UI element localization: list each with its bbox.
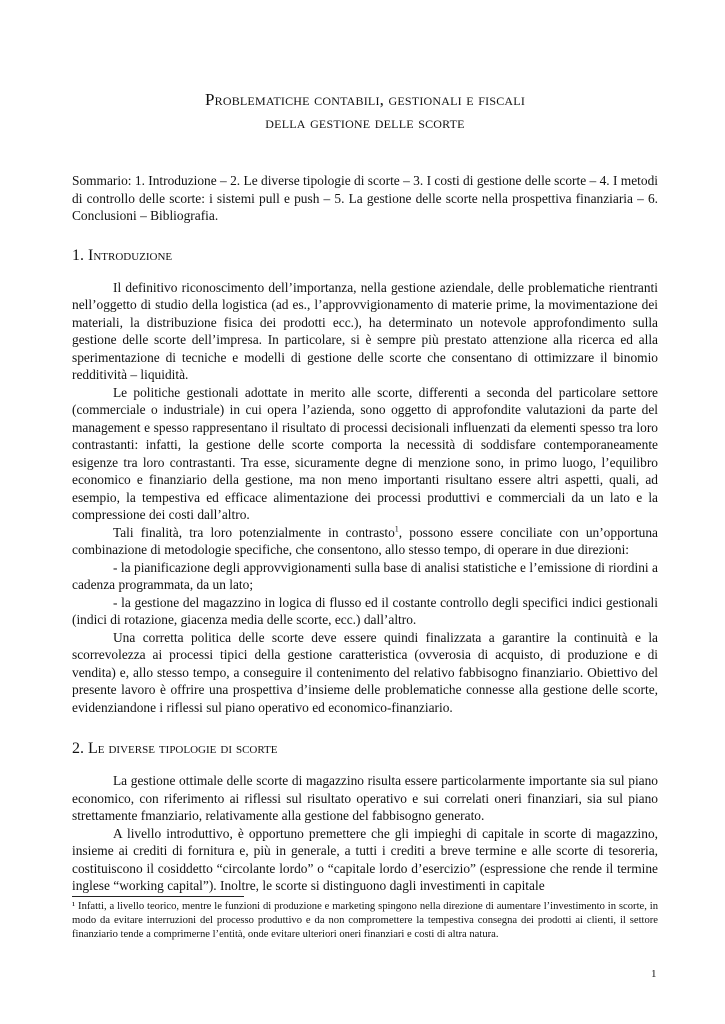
- section-1-paragraph-2: Le politiche gestionali adottate in merito alle scorte, differenti a seconda del particolare settore (commerciale o industriale) in cui opera l’azienda, sono oggetto di approfondite valutazioni da parte del management e spesso rappresentano il risultato di processi decisionali influenzati da elementi spesso tra loro contrastanti: infatti, la gestione delle scorte comporta la necessità di soddisfare contemporaneamente esigenze tra loro contrastanti. Tra esse, sicuramente degne di menzione sono, in primo luogo, l’equilibro economico e finanziario della gestione, ma non meno importanti risultano essere altri aspetti, quali, ad esempio, la tempestiva ed efficace alimentazione dei processi produttivi e commerciali da un lato e la compressione dei costi dall’altro.: [72, 384, 658, 523]
- title-line-1: Problematiche contabili, gestionali e fiscali: [204, 90, 526, 109]
- paragraph-3-text-a: Tali finalità, tra loro potenzialmente in contrasto: [113, 524, 395, 540]
- title-line-2: della gestione delle scorte: [265, 113, 465, 132]
- footnote: ¹ Infatti, a livello teorico, mentre le funzioni di produzione e marketing spingono nella direzione di aumentare l’investimento in scorte, in modo da evitare interruzioni del processo produttivo e da non compromettere la tempestiva consegna dei prodotti ai clienti, il settore finanziario tende a comprimerne l’entità, onde evitare ulteriori oneri finanziari e costi di altra natura.: [72, 901, 658, 940]
- section-2-paragraph-1: La gestione ottimale delle scorte di magazzino risulta essere particolarmente importante sia sul piano economico, con riferimento ai riflessi sul risultato operativo e sui correlati oneri finanziari, sia sul piano strettamente fmanziario, relativamente alla gestione del fabbisogno generato.: [72, 773, 658, 824]
- document-page: [72, 0, 658, 895]
- section-2-heading: 2. Le diverse tipologie di scorte: [72, 740, 278, 758]
- summary: Sommario: 1. Introduzione – 2. Le diverse tipologie di scorte – 3. I costi di gestione delle scorte – 4. I metodi di controllo delle scorte: i sistemi pull e push – 5. La gestione delle scorte nella prospettiva finanziaria – 6. Conclusioni – Bibliografia.: [72, 173, 658, 224]
- section-1-paragraph-1: Il definitivo riconoscimento dell’importanza, nella gestione aziendale, delle problematiche rientranti nell’oggetto di studio della logistica (ad es., l’approvvigionamento di materie prime, la movimentazione dei materiali, la distribuzione fisica dei prodotti ecc.), ha determinato un notevole approfondimento sulla gestione delle scorte dell’impresa. In particolare, si è sempre più prestato attenzione alla ricerca ed alla sperimentazione di tecniche e modelli di gestione delle scorte che consentano di ottimizzare il binomio redditività – liquidità.: [72, 279, 658, 383]
- section-2-paragraph-2: A livello introduttivo, è opportuno premettere che gli impieghi di capitale in scorte di magazzino, insieme ai crediti di fornitura e, più in generale, a tutti i crediti a breve termine e alle scorte di tesoreria, costituiscono il cosiddetto “circolante lordo” o “capitale lordo d’esercizio” (espressione che rende il termine inglese “working capital”). Inoltre, le scorte si distinguono dagli investimenti in capitale: [72, 825, 658, 894]
- list-item-1: - la pianificazione degli approvvigionamenti sulla base di analisi statistiche e l’emissione di riordini a cadenza programmata, da un lato;: [72, 559, 658, 593]
- section-1-heading: 1. Introduzione: [72, 246, 173, 264]
- paragraph-3-text-b: , possono essere conciliate con un’opportuna combinazione di metodologie specifiche, che consentono, allo stesso tempo, di operare in due direzioni:: [72, 524, 658, 558]
- document-title: [72, 88, 658, 134]
- section-1-paragraph-3: [72, 524, 658, 559]
- page-number: 1: [651, 968, 657, 980]
- section-1-paragraph-4: Una corretta politica delle scorte deve essere quindi finalizzata a garantire la continuità e la scorrevolezza ai processi tipici della gestione caratteristica (ovverosia di acquisto, di produzione e di vendita) e, allo stesso tempo, a conseguire il contenimento del relativo fabbisogno finanziario. Obiettivo del presente lavoro è offrire una prospettiva d’insieme delle problematiche connesse alla gestione delle scorte, evidenziandone i riflessi sul piano operativo ed economico-finanziario.: [72, 629, 658, 715]
- footnote-ref[interactable]: 1: [394, 524, 399, 534]
- list-item-2: - la gestione del magazzino in logica di flusso ed il costante controllo degli specifici indici gestionali (indici di rotazione, giacenza media delle scorte, ecc.) dall’altro.: [72, 594, 658, 628]
- footnote-divider: [72, 896, 244, 897]
